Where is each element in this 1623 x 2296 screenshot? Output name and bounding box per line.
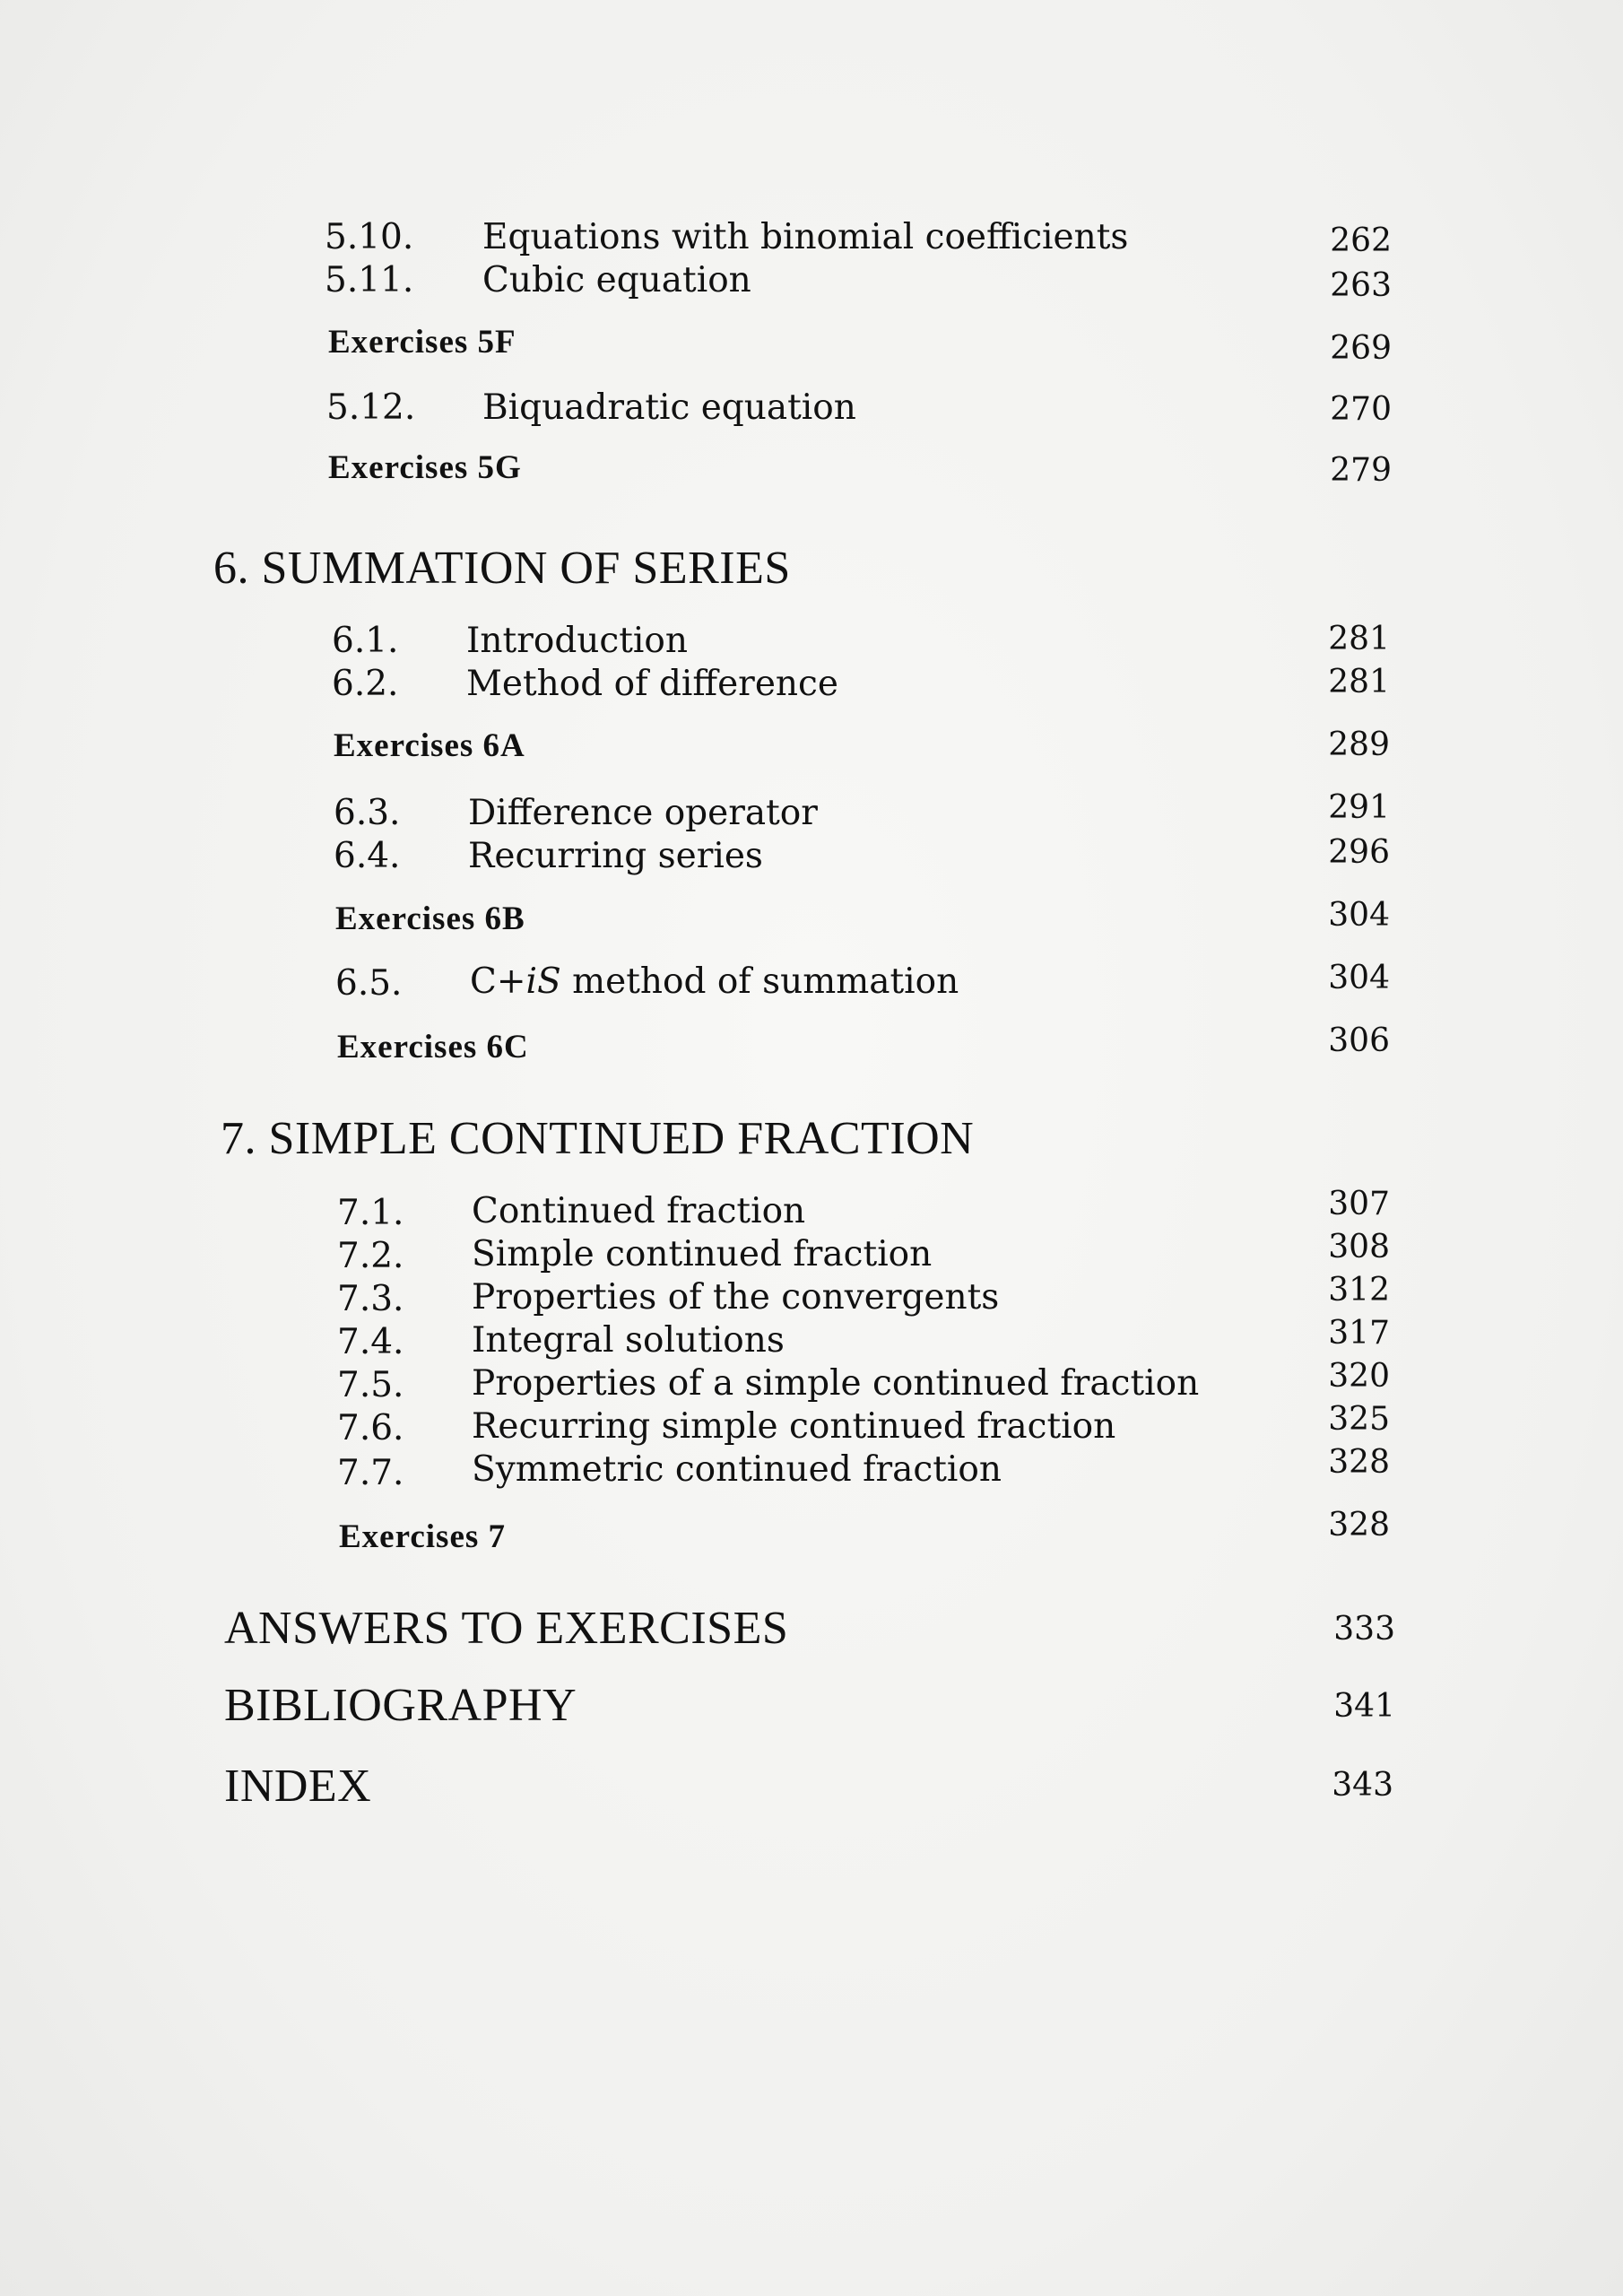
section-number: 7.5.: [337, 1365, 404, 1405]
page-number: 317: [1328, 1315, 1390, 1352]
page-number: 270: [1330, 391, 1392, 428]
section-title: [470, 961, 959, 1002]
page-number: 320: [1328, 1358, 1390, 1395]
section-number: 6.3.: [334, 793, 401, 833]
page-number: 306: [1328, 1022, 1390, 1059]
back-matter-heading: INDEX: [224, 1761, 372, 1812]
section-number: 7.2.: [337, 1236, 404, 1276]
page-number: 328: [1328, 1507, 1390, 1544]
page-number: 269: [1330, 330, 1392, 367]
exercises-heading: Exercises 6C: [337, 1029, 529, 1065]
page-number: 279: [1330, 452, 1392, 489]
exercises-heading: Exercises 5G: [328, 449, 522, 486]
section-title: Biquadratic equation: [482, 387, 856, 428]
page-number: 281: [1328, 664, 1390, 700]
section-number: 5.12.: [326, 387, 416, 428]
section-number: 6.1.: [332, 621, 399, 661]
exercises-heading: Exercises 5F: [328, 324, 516, 361]
page-number: 312: [1328, 1272, 1390, 1309]
section-title: Method of difference: [466, 664, 838, 704]
section-title: Properties of the convergents: [472, 1277, 1000, 1318]
section-number: 7.3.: [337, 1279, 404, 1319]
page-number: 328: [1328, 1444, 1390, 1481]
page-number: 325: [1328, 1401, 1390, 1438]
page-number: 304: [1328, 960, 1390, 996]
page-number: 289: [1328, 726, 1390, 763]
section-number: 6.5.: [335, 963, 403, 1004]
section-title: Simple continued fraction: [472, 1234, 933, 1274]
page-number: 341: [1333, 1688, 1395, 1725]
section-number: 7.4.: [337, 1322, 404, 1362]
page-number: 308: [1328, 1229, 1390, 1265]
back-matter-heading: BIBLIOGRAPHY: [224, 1680, 577, 1731]
section-number: 6.4.: [334, 836, 401, 876]
section-title: Symmetric continued fraction: [472, 1449, 1002, 1490]
section-title: Cubic equation: [482, 260, 751, 300]
chapter-heading: 7. SIMPLE CONTINUED FRACTION: [221, 1113, 975, 1164]
page-number: 263: [1330, 267, 1392, 304]
section-number: 5.10.: [325, 217, 414, 257]
section-title: Properties of a simple continued fraction: [472, 1363, 1200, 1404]
section-title: Introduction: [466, 621, 688, 661]
page-number: 307: [1328, 1186, 1390, 1222]
section-title-prefix: C+: [470, 961, 526, 1002]
section-title-suffix: method of summation: [560, 961, 959, 1002]
exercises-heading: Exercises 6B: [335, 900, 525, 937]
section-number: 7.6.: [337, 1408, 404, 1448]
section-number: 7.7.: [337, 1453, 404, 1493]
page-number: 304: [1328, 897, 1390, 934]
section-title: Equations with binomial coefficients: [482, 217, 1129, 257]
section-title: Integral solutions: [472, 1320, 785, 1361]
section-title: Recurring series: [468, 836, 763, 876]
page-number: 291: [1328, 789, 1390, 826]
section-number: 6.2.: [332, 664, 399, 704]
page-number: 296: [1328, 834, 1390, 871]
section-number: 5.11.: [325, 260, 414, 300]
exercises-heading: Exercises 7: [339, 1518, 507, 1555]
page-number: 281: [1328, 621, 1390, 657]
section-title: Difference operator: [468, 793, 818, 833]
section-title: Continued fraction: [472, 1191, 806, 1231]
exercises-heading: Exercises 6A: [334, 727, 525, 764]
page-number: 262: [1330, 222, 1392, 259]
section-number: 7.1.: [337, 1193, 404, 1233]
back-matter-heading: ANSWERS TO EXERCISES: [224, 1603, 789, 1654]
section-title-italic: iS: [525, 961, 561, 1002]
section-title: Recurring simple continued fraction: [472, 1406, 1116, 1447]
page-number: 333: [1333, 1611, 1395, 1648]
page-number: 343: [1332, 1767, 1393, 1804]
chapter-heading: 6. SUMMATION OF SERIES: [213, 543, 791, 594]
